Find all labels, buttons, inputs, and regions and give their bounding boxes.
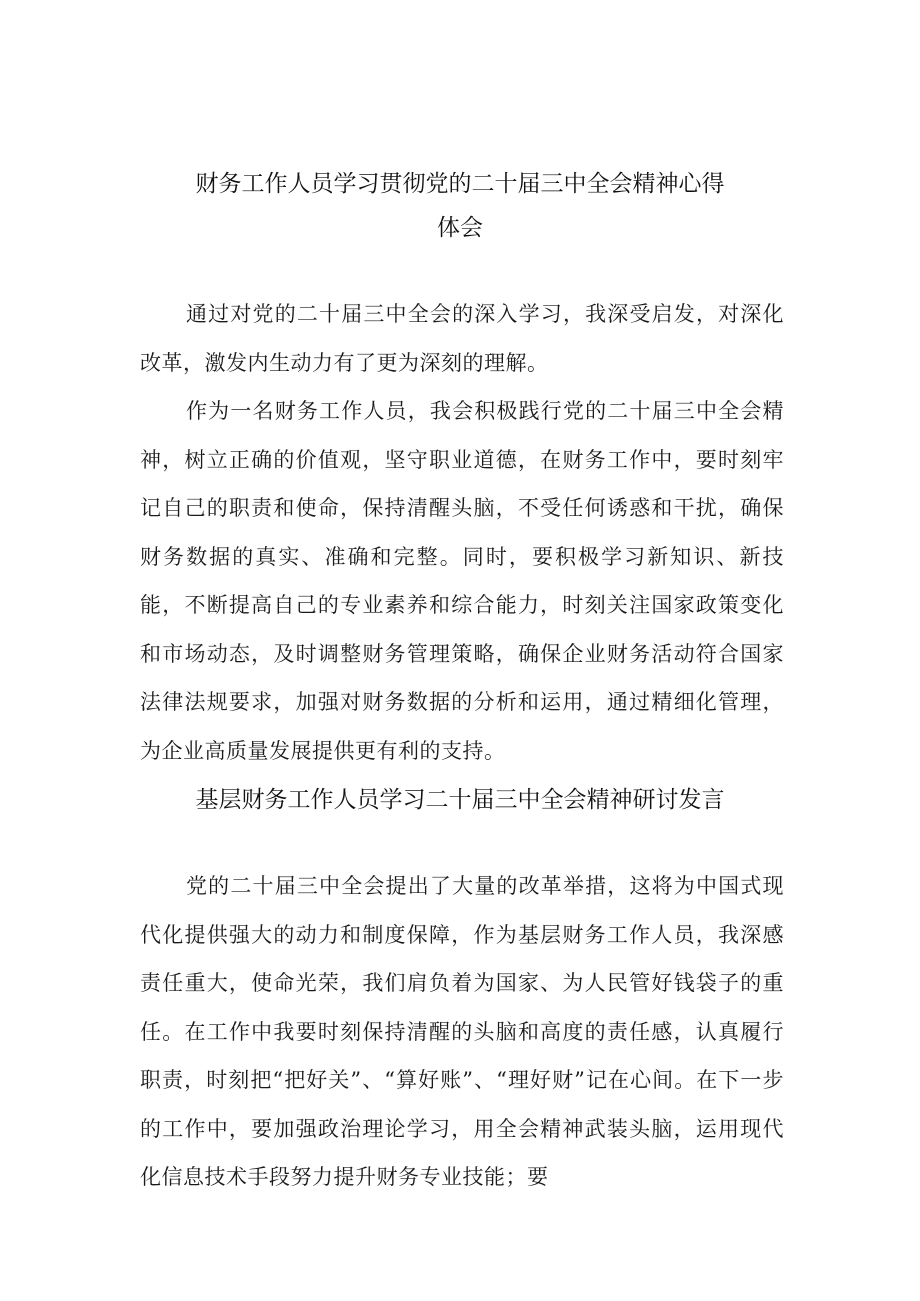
article-title-1-line-2: 体会 [437, 215, 483, 241]
article-title-1 [130, 162, 790, 250]
paragraph-3: 党的二十届三中全会提出了大量的改革举措，这将为中国式现代化提供强大的动力和制度保障，作为基层财务工作人员，我深感责任重大，使命光荣，我们肩负着为国家、为人民管好钱袋子的重任。在工作中我要时刻保持清醒的头脑和高度的责任感，认真履行职责，时刻把“把好关”、“算好账”、“理好财”记在心间。在下一步的工作中，要加强政治理论学习，用全会精神武装头脑，运用现代化信息技术手段努力提升财务专业技能；要 [140, 874, 784, 1189]
paragraph-1: 通过对党的二十届三中全会的深入学习，我深受启发，对深化改革，激发内生动力有了更为深刻的理解。 [140, 302, 784, 375]
article-title-2: 基层财务工作人员学习二十届三中全会精神研讨发言 [195, 787, 725, 813]
paragraph-2: 作为一名财务工作人员，我会积极践行党的二十届三中全会精神，树立正确的价值观，坚守职业道德，在财务工作中，要时刻牢记自己的职责和使命，保持清醒头脑，不受任何诱惑和干扰，确保财务数据的真实、准确和完整。同时，要积极学习新知识、新技能，不断提高自己的专业素养和综合能力，时刻关注国家政策变化和市场动态，及时调整财务管理策略，确保企业财务活动符合国家法律法规要求，加强对财务数据的分析和运用，通过精细化管理，为企业高质量发展提供更有利的支持。 [140, 399, 784, 763]
article-title-1-line-1: 财务工作人员学习贯彻党的二十届三中全会精神心得 [195, 171, 725, 197]
